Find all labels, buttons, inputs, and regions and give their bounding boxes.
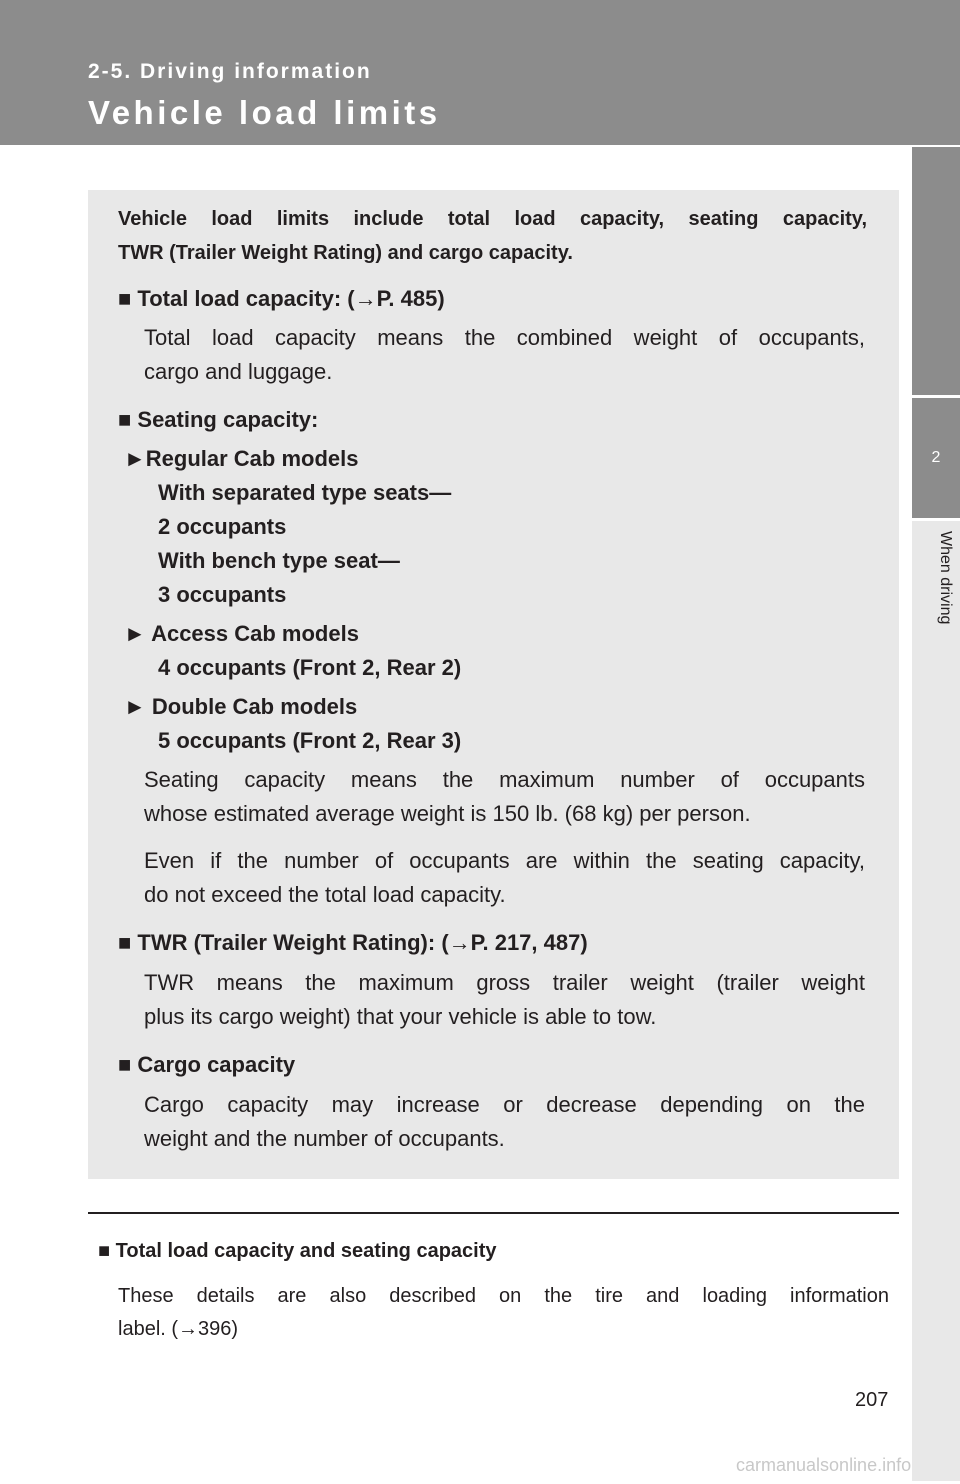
- total-load-text: cargo and luggage.: [144, 359, 333, 384]
- seating-text: do not exceed the total load capacity.: [144, 882, 506, 907]
- chapter-label: When driving: [937, 531, 954, 625]
- chapter-number[interactable]: 2: [912, 398, 960, 518]
- note-body: [118, 1280, 889, 1346]
- section-label: 2-5. Driving information: [88, 60, 372, 83]
- page-title: Vehicle load limits: [88, 94, 441, 131]
- watermark: carmanualsonline.info: [736, 1455, 912, 1475]
- header-band: [0, 0, 960, 145]
- total-load-heading: ■ Total load capacity: (→P. 485): [118, 286, 445, 311]
- regular-cab-detail: 2 occupants: [158, 514, 287, 539]
- note-heading: ■ Total load capacity and seating capacity: [98, 1240, 497, 1262]
- total-load-text: Total load capacity means the combined weight of occupants,: [144, 325, 865, 350]
- chapter-tab[interactable]: [912, 521, 960, 1481]
- double-cab-item: ► Double Cab models: [124, 694, 358, 719]
- twr-heading: ■ TWR (Trailer Weight Rating): (→P. 217, 487): [118, 930, 588, 955]
- access-cab-detail: 4 occupants (Front 2, Rear 2): [158, 655, 462, 680]
- intro-text: TWR (Trailer Weight Rating) and cargo capacity.: [118, 242, 573, 264]
- access-cab-item: ► Access Cab models: [124, 621, 359, 646]
- seating-text: whose estimated average weight is 150 lb. (68 kg) per person.: [144, 801, 751, 826]
- twr-text: plus its cargo weight) that your vehicle is able to tow.: [144, 1004, 657, 1029]
- divider-line: [88, 1212, 899, 1214]
- double-cab-detail: 5 occupants (Front 2, Rear 3): [158, 728, 462, 753]
- seating-text: Even if the number of occupants are within the seating capacity,: [144, 848, 865, 873]
- regular-cab-detail: With bench type seat—: [158, 548, 400, 573]
- regular-cab-detail: With separated type seats—: [158, 480, 452, 505]
- twr-text: TWR means the maximum gross trailer weight (trailer weight: [144, 970, 865, 995]
- side-tab-upper: [912, 147, 960, 395]
- seating-heading: ■ Seating capacity:: [118, 407, 319, 432]
- intro-text: Vehicle load limits include total load capacity, seating capacity,: [118, 208, 867, 230]
- page-number: 207: [855, 1389, 889, 1411]
- note-text: These details are also described on the tire and loading information: [118, 1285, 889, 1307]
- seating-text: Seating capacity means the maximum number of occupants: [144, 767, 865, 792]
- note-text: label. (→396): [118, 1318, 239, 1340]
- regular-cab-item: ►Regular Cab models: [124, 446, 359, 471]
- cargo-heading: ■ Cargo capacity: [118, 1052, 296, 1077]
- cargo-text: Cargo capacity may increase or decrease depending on the: [144, 1092, 865, 1117]
- regular-cab-detail: 3 occupants: [158, 582, 287, 607]
- cargo-text: weight and the number of occupants.: [144, 1126, 505, 1151]
